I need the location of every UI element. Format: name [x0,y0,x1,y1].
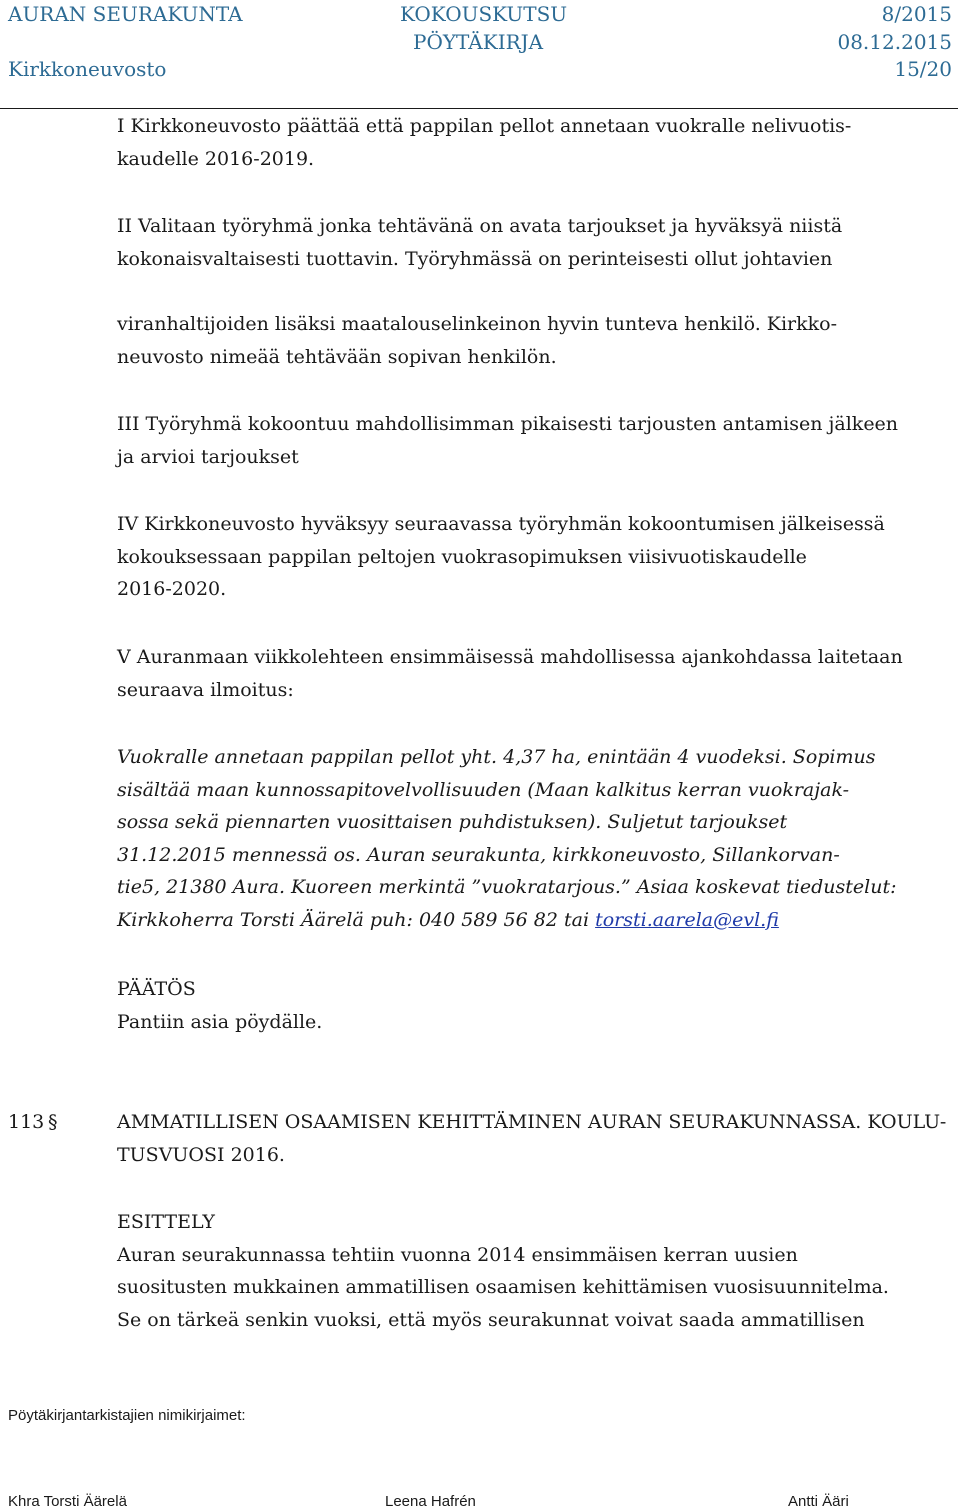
paragraph-2 [117,210,947,275]
text-line: IV Kirkkoneuvosto hyväksyy seuraavassa työryhmän kokoontumisen jälkeisessä [117,513,885,535]
page-number: 15/20 [894,57,952,81]
meeting-date: 08.12.2015 [837,30,952,54]
text-line: kaudelle 2016-2019. [117,147,315,170]
text-line: sisältää maan kunnossapitovelvollisuuden (Maan kalkitus kerran vuokrajak- [117,778,850,801]
paragraph-2-cont [117,308,947,373]
text-line: TUSVUOSI 2016. [117,1143,285,1166]
doc-type-minutes: PÖYTÄKIRJA [413,30,544,54]
presentation-block [117,1206,947,1336]
presentation-heading: ESITTELY [117,1211,215,1233]
email-link[interactable]: torsti.aarela@evl.fi [595,908,779,931]
paragraph-5 [117,641,947,706]
contact-text: Kirkkoherra Torsti Äärelä puh: 040 589 56 82 tai [117,908,596,931]
text-line: 2016-2020. [117,578,227,600]
text-line: V Auranmaan viikkolehteen ensimmäisessä mahdollisessa ajankohdassa laitetaan [117,646,903,668]
meeting-number: 8/2015 [881,2,952,26]
text-line: II Valitaan työryhmä jonka tehtävänä on avata tarjoukset ja hyväksyä niistä [117,215,843,237]
paragraph-1 [117,110,947,175]
signer-3: Antti Ääri [788,1493,849,1510]
text-line: sossa sekä piennarten vuosittaisen puhdistuksen). Suljetut tarjoukset [117,811,788,833]
body-name: Kirkkoneuvosto [8,57,167,81]
text-line: Vuokralle annetaan pappilan pellot yht. 4,37 ha, enintään 4 vuodeksi. Sopimus [117,746,876,768]
text-line: viranhaltijoiden lisäksi maatalouselinkeinon hyvin tunteva henkilö. Kirkko- [117,313,838,335]
org-name: AURAN SEURAKUNTA [8,2,243,26]
decision-heading: PÄÄTÖS [117,978,196,1000]
text-line: Auran seurakunnassa tehtiin vuonna 2014 ensimmäisen kerran uusien [117,1243,798,1266]
text-line: kokouksessaan pappilan peltojen vuokrasopimuksen viisivuotiskaudelle [117,545,807,568]
paragraph-4 [117,508,947,606]
text-line: seuraava ilmoitus: [117,678,294,701]
signer-1: Khra Torsti Äärelä [8,1493,127,1510]
text-line: ja arvioi tarjoukset [117,445,299,468]
decision-text: Pantiin asia pöydälle. [117,1010,323,1033]
header-divider [0,108,958,109]
text-line: III Työryhmä kokoontuu mahdollisimman pikaisesti tarjousten antamisen jälkeen [117,413,899,435]
section-symbol: § [48,1111,58,1133]
paragraph-3 [117,408,947,473]
advertisement-notice [117,741,947,936]
text-line: Se on tärkeä senkin vuoksi, että myös seurakunnat voivat saada ammatillisen [117,1308,865,1331]
section-number: 113 [8,1111,45,1133]
signer-2: Leena Hafrén [385,1493,476,1510]
text-line: neuvosto nimeää tehtävään sopivan henkilön. [117,345,557,368]
text-line [117,904,947,937]
doc-type-invitation: KOKOUSKUTSU [400,2,568,26]
text-line: AMMATILLISEN OSAAMISEN KEHITTÄMINEN AURAN SEURAKUNNASSA. KOULU- [117,1111,947,1133]
text-line: I Kirkkoneuvosto päättää että pappilan pellot annetaan vuokralle nelivuotis- [117,115,852,137]
initials-label: Pöytäkirjantarkistajien nimikirjaimet: [8,1407,246,1424]
section-title [117,1106,947,1171]
text-line: 31.12.2015 mennessä os. Auran seurakunta, kirkkoneuvosto, Sillankorvan- [117,843,840,866]
text-line: tie5, 21380 Aura. Kuoreen merkintä ”vuokratarjous.” Asiaa koskevat tiedustelut: [117,876,897,898]
decision-block [117,973,947,1038]
text-line: suositusten mukkainen ammatillisen osaamisen kehittämisen vuosisuunnitelma. [117,1276,889,1298]
text-line: kokonaisvaltaisesti tuottavin. Työryhmässä on perinteisesti ollut johtavien [117,247,833,270]
